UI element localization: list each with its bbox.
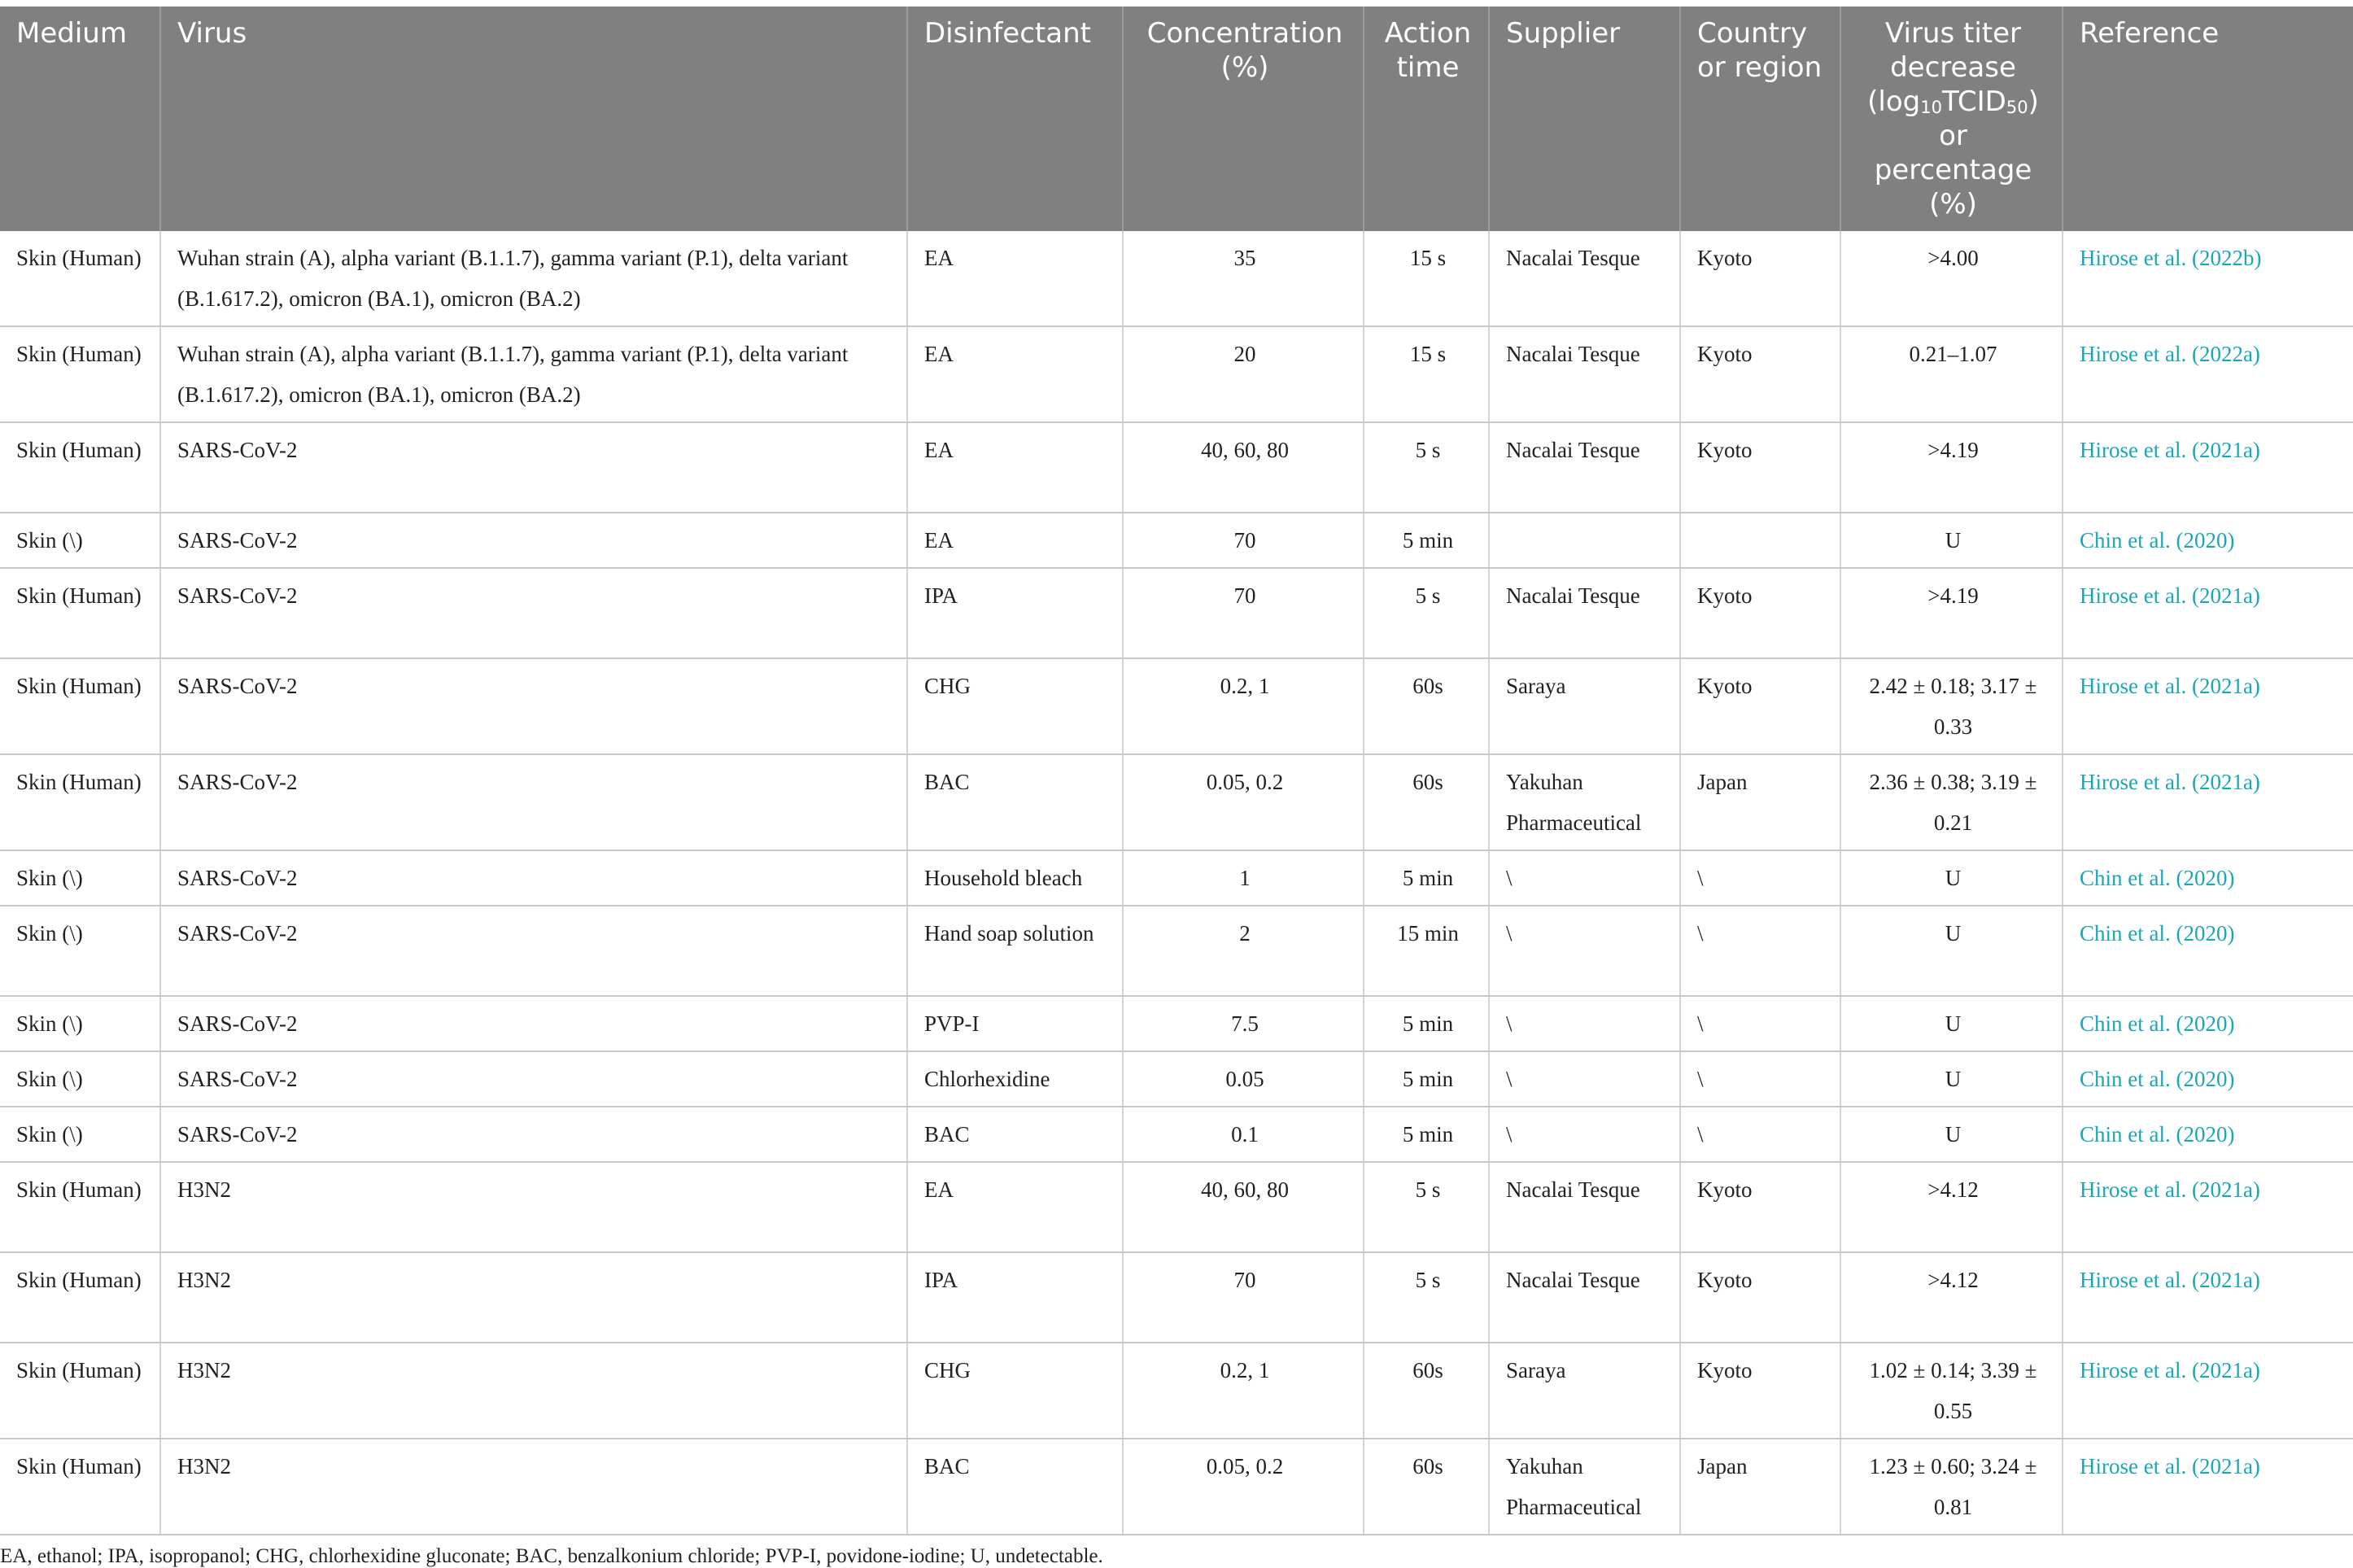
cell-action-time: 60s [1364,754,1489,850]
cell-concentration: 70 [1123,568,1364,658]
cell-medium: Skin (\) [0,906,160,996]
cell-action-time: 5 min [1364,513,1489,568]
cell-reference[interactable]: Hirose et al. (2021a) [2063,568,2353,658]
table-row [0,754,2353,850]
cell-supplier: Nacalai Tesque [1489,326,1680,422]
cell-titer: U [1840,1107,2063,1162]
cell-virus: SARS-CoV-2 [160,1051,907,1107]
header-virus: Virus [160,7,907,231]
cell-country: Kyoto [1680,422,1840,513]
cell-disinfectant: IPA [907,1252,1123,1343]
cell-reference[interactable]: Chin et al. (2020) [2063,906,2353,996]
cell-country: Kyoto [1680,1162,1840,1252]
cell-titer: >4.00 [1840,231,2063,326]
cell-supplier: Yakuhan Pharmaceutical [1489,754,1680,850]
cell-action-time: 5 s [1364,1162,1489,1252]
table-container [0,7,2353,1568]
cell-country: Kyoto [1680,658,1840,754]
header-row [0,7,2353,231]
header-disinfectant: Disinfectant [907,7,1123,231]
cell-disinfectant: EA [907,422,1123,513]
header-titer-post: ) or percentage (%) [1874,85,2039,221]
cell-supplier: Nacalai Tesque [1489,231,1680,326]
cell-virus: H3N2 [160,1439,907,1535]
cell-concentration: 0.2, 1 [1123,658,1364,754]
cell-virus: H3N2 [160,1252,907,1343]
table-row [0,1343,2353,1439]
header-country: Country or region [1680,7,1840,231]
header-titer-decrease [1840,7,2063,231]
cell-action-time: 60s [1364,658,1489,754]
cell-country: Kyoto [1680,326,1840,422]
header-medium: Medium [0,7,160,231]
cell-disinfectant: Hand soap solution [907,906,1123,996]
cell-action-time: 60s [1364,1439,1489,1535]
cell-reference[interactable]: Hirose et al. (2022a) [2063,326,2353,422]
cell-medium: Skin (\) [0,996,160,1051]
cell-disinfectant: BAC [907,754,1123,850]
table-row [0,1051,2353,1107]
cell-concentration: 0.1 [1123,1107,1364,1162]
table-row [0,231,2353,326]
table-header [0,7,2353,231]
cell-reference[interactable]: Chin et al. (2020) [2063,1107,2353,1162]
cell-supplier: Nacalai Tesque [1489,422,1680,513]
cell-supplier: \ [1489,906,1680,996]
cell-titer: U [1840,513,2063,568]
cell-disinfectant: EA [907,326,1123,422]
cell-virus: H3N2 [160,1162,907,1252]
cell-medium: Skin (Human) [0,1252,160,1343]
cell-disinfectant: BAC [907,1107,1123,1162]
header-reference: Reference [2063,7,2353,231]
cell-virus: SARS-CoV-2 [160,658,907,754]
cell-virus: SARS-CoV-2 [160,568,907,658]
cell-country [1680,513,1840,568]
cell-concentration: 1 [1123,850,1364,906]
cell-concentration: 2 [1123,906,1364,996]
cell-reference[interactable]: Hirose et al. (2021a) [2063,1439,2353,1535]
cell-titer: U [1840,1051,2063,1107]
cell-virus: H3N2 [160,1343,907,1439]
header-titer-sub-10: 10 [1920,97,1943,118]
cell-disinfectant: CHG [907,1343,1123,1439]
cell-country: Japan [1680,754,1840,850]
table-row [0,1162,2353,1252]
table-row [0,513,2353,568]
cell-medium: Skin (Human) [0,1439,160,1535]
cell-disinfectant: EA [907,231,1123,326]
cell-disinfectant: EA [907,1162,1123,1252]
cell-supplier: \ [1489,850,1680,906]
cell-virus: SARS-CoV-2 [160,422,907,513]
header-titer-pre: Virus titer decrease (log [1867,17,2021,118]
cell-country: \ [1680,1107,1840,1162]
cell-supplier: \ [1489,1051,1680,1107]
cell-titer: 2.36 ± 0.38; 3.19 ± 0.21 [1840,754,2063,850]
cell-virus: SARS-CoV-2 [160,850,907,906]
cell-supplier: \ [1489,996,1680,1051]
table-row [0,326,2353,422]
cell-disinfectant: Chlorhexidine [907,1051,1123,1107]
cell-supplier: \ [1489,1107,1680,1162]
table-row [0,422,2353,513]
cell-virus: SARS-CoV-2 [160,906,907,996]
header-concentration: Concentration (%) [1123,7,1364,231]
cell-reference[interactable]: Hirose et al. (2021a) [2063,422,2353,513]
cell-supplier: Yakuhan Pharmaceutical [1489,1439,1680,1535]
cell-medium: Skin (Human) [0,1343,160,1439]
cell-medium: Skin (Human) [0,231,160,326]
cell-action-time: 15 s [1364,231,1489,326]
cell-concentration: 0.05 [1123,1051,1364,1107]
cell-reference[interactable]: Hirose et al. (2021a) [2063,658,2353,754]
cell-titer: U [1840,906,2063,996]
cell-reference[interactable]: Hirose et al. (2021a) [2063,1162,2353,1252]
header-supplier: Supplier [1489,7,1680,231]
cell-titer: 1.02 ± 0.14; 3.39 ± 0.55 [1840,1343,2063,1439]
cell-medium: Skin (\) [0,1107,160,1162]
cell-disinfectant: CHG [907,658,1123,754]
cell-supplier [1489,513,1680,568]
cell-concentration: 0.05, 0.2 [1123,754,1364,850]
cell-disinfectant: EA [907,513,1123,568]
cell-country: Kyoto [1680,231,1840,326]
cell-reference[interactable]: Hirose et al. (2022b) [2063,231,2353,326]
table-row [0,1252,2353,1343]
cell-virus: Wuhan strain (A), alpha variant (B.1.1.7), gamma variant (P.1), delta variant (B.1.617.2), omicron (BA.1), omicron (BA.2) [160,231,907,326]
cell-medium: Skin (Human) [0,658,160,754]
cell-virus: SARS-CoV-2 [160,513,907,568]
header-titer-mid: TCID [1942,85,2006,118]
cell-medium: Skin (Human) [0,754,160,850]
cell-concentration: 35 [1123,231,1364,326]
cell-country: \ [1680,906,1840,996]
cell-concentration: 20 [1123,326,1364,422]
cell-reference[interactable]: Chin et al. (2020) [2063,513,2353,568]
cell-titer: >4.19 [1840,422,2063,513]
cell-disinfectant: Household bleach [907,850,1123,906]
cell-country: \ [1680,850,1840,906]
cell-medium: Skin (Human) [0,422,160,513]
cell-medium: Skin (Human) [0,1162,160,1252]
cell-medium: Skin (\) [0,1051,160,1107]
cell-disinfectant: PVP-I [907,996,1123,1051]
cell-action-time: 15 min [1364,906,1489,996]
cell-reference[interactable]: Chin et al. (2020) [2063,1051,2353,1107]
cell-country: \ [1680,1051,1840,1107]
cell-reference[interactable]: Chin et al. (2020) [2063,996,2353,1051]
cell-supplier: Nacalai Tesque [1489,1252,1680,1343]
cell-supplier: Nacalai Tesque [1489,1162,1680,1252]
cell-medium: Skin (Human) [0,568,160,658]
header-titer-sub-50: 50 [2006,97,2028,118]
table-row [0,996,2353,1051]
cell-supplier: Saraya [1489,658,1680,754]
cell-action-time: 5 s [1364,422,1489,513]
table-row [0,568,2353,658]
table-row [0,850,2353,906]
cell-disinfectant: IPA [907,568,1123,658]
cell-country: Kyoto [1680,568,1840,658]
cell-titer: U [1840,996,2063,1051]
table-footnote: EA, ethanol; IPA, isopropanol; CHG, chlorhexidine gluconate; BAC, benzalkonium chloride; PVP-I, povidone-iodine; U, undetectable. [0,1545,1103,1567]
cell-titer: 0.21–1.07 [1840,326,2063,422]
cell-titer: >4.12 [1840,1252,2063,1343]
cell-concentration: 70 [1123,513,1364,568]
cell-country: Japan [1680,1439,1840,1535]
cell-action-time: 5 min [1364,1107,1489,1162]
cell-virus: SARS-CoV-2 [160,754,907,850]
cell-titer: 1.23 ± 0.60; 3.24 ± 0.81 [1840,1439,2063,1535]
table-body [0,231,2353,1535]
cell-action-time: 5 min [1364,850,1489,906]
cell-disinfectant: BAC [907,1439,1123,1535]
table-row [0,1107,2353,1162]
cell-medium: Skin (Human) [0,326,160,422]
cell-concentration: 40, 60, 80 [1123,422,1364,513]
cell-concentration: 7.5 [1123,996,1364,1051]
cell-medium: Skin (\) [0,850,160,906]
header-action-time: Action time [1364,7,1489,231]
cell-reference[interactable]: Chin et al. (2020) [2063,850,2353,906]
table-row [0,906,2353,996]
cell-concentration: 70 [1123,1252,1364,1343]
cell-action-time: 5 s [1364,1252,1489,1343]
cell-titer: 2.42 ± 0.18; 3.17 ± 0.33 [1840,658,2063,754]
cell-action-time: 15 s [1364,326,1489,422]
cell-reference[interactable]: Hirose et al. (2021a) [2063,1343,2353,1439]
cell-titer: >4.12 [1840,1162,2063,1252]
cell-supplier: Saraya [1489,1343,1680,1439]
cell-titer: U [1840,850,2063,906]
cell-country: Kyoto [1680,1252,1840,1343]
cell-country: Kyoto [1680,1343,1840,1439]
table-row [0,1439,2353,1535]
cell-reference[interactable]: Hirose et al. (2021a) [2063,1252,2353,1343]
cell-concentration: 40, 60, 80 [1123,1162,1364,1252]
cell-action-time: 60s [1364,1343,1489,1439]
table-row [0,658,2353,754]
cell-virus: SARS-CoV-2 [160,996,907,1051]
cell-country: \ [1680,996,1840,1051]
cell-reference[interactable]: Hirose et al. (2021a) [2063,754,2353,850]
cell-concentration: 0.05, 0.2 [1123,1439,1364,1535]
cell-action-time: 5 min [1364,996,1489,1051]
cell-action-time: 5 min [1364,1051,1489,1107]
cell-action-time: 5 s [1364,568,1489,658]
cell-virus: Wuhan strain (A), alpha variant (B.1.1.7), gamma variant (P.1), delta variant (B.1.617.2), omicron (BA.1), omicron (BA.2) [160,326,907,422]
cell-titer: >4.19 [1840,568,2063,658]
disinfectant-table [0,7,2353,1535]
cell-supplier: Nacalai Tesque [1489,568,1680,658]
cell-medium: Skin (\) [0,513,160,568]
cell-concentration: 0.2, 1 [1123,1343,1364,1439]
cell-virus: SARS-CoV-2 [160,1107,907,1162]
